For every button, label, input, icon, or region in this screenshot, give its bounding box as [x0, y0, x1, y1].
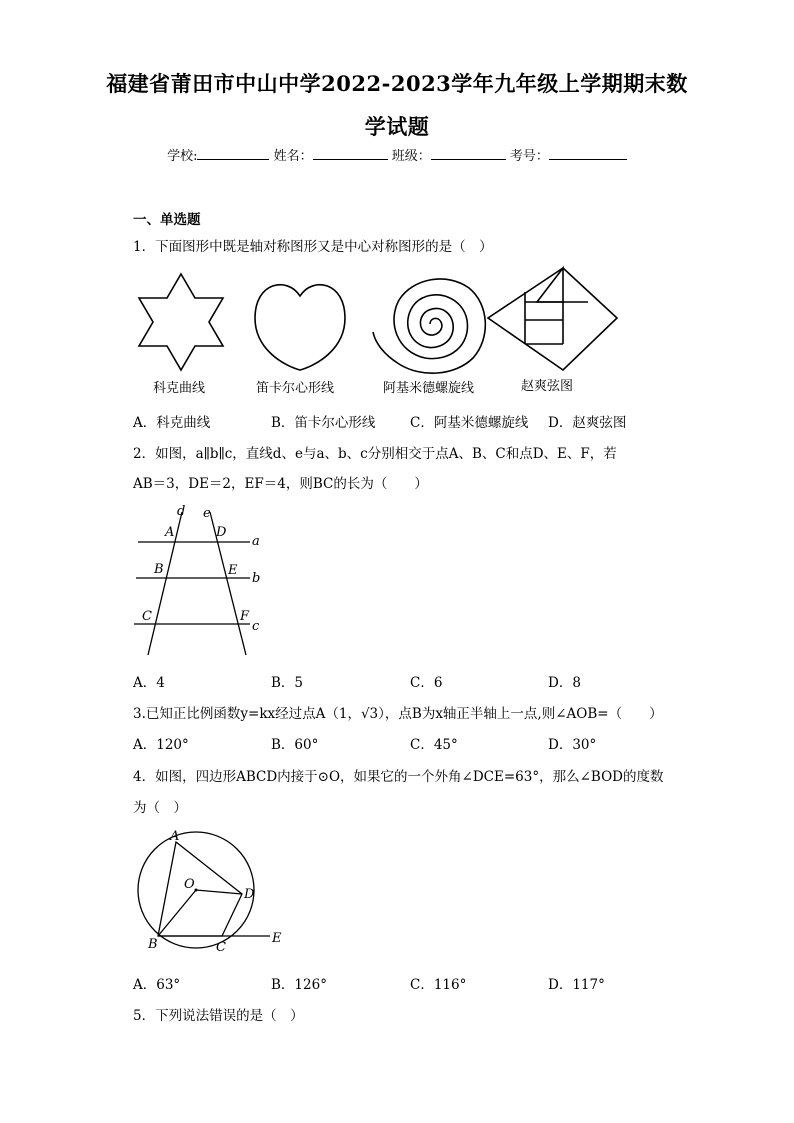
label-E: E	[272, 931, 282, 946]
label-D: D	[216, 525, 227, 540]
label-c: c	[252, 619, 260, 634]
label-b: b	[252, 571, 261, 586]
q1-figures	[125, 258, 645, 403]
q2-option-d[interactable]: D．8	[548, 675, 581, 691]
name-label: 姓名：	[273, 149, 313, 164]
spiral-figure	[373, 279, 485, 373]
label-E: E	[228, 563, 238, 578]
angle-bod	[158, 890, 242, 936]
title-line-1: 福建省莆田市中山中学2022-2023学年九年级上学期期末数	[106, 71, 688, 96]
q3-option-a[interactable]: A．120°	[133, 737, 189, 753]
q2-figure	[130, 500, 275, 660]
class-label: 班级：	[391, 149, 431, 164]
label-B: B	[154, 562, 164, 577]
q1-text: 1．下面图形中既是轴对称图形又是中心对称图形的是（ ）	[133, 239, 493, 255]
q2-option-b[interactable]: B．5	[271, 675, 304, 691]
student-info-row	[0, 145, 794, 164]
koch-curve-figure	[139, 274, 223, 370]
q2-option-c[interactable]: C．6	[410, 675, 443, 691]
label-O: O	[184, 877, 195, 892]
exam-no-blank[interactable]	[549, 145, 627, 160]
caption-cardioid: 笛卡尔心形线	[256, 381, 335, 396]
q3-option-b[interactable]: B．60°	[271, 737, 319, 753]
q1-option-d[interactable]: D．赵爽弦图	[548, 415, 627, 431]
caption-spiral: 阿基米德螺旋线	[383, 381, 475, 396]
q4-option-a[interactable]: A．63°	[133, 977, 181, 993]
caption-koch: 科克曲线	[153, 381, 206, 396]
q3-option-c[interactable]: C．45°	[410, 737, 458, 753]
title-line-2: 学试题	[364, 114, 430, 139]
name-blank[interactable]	[313, 145, 388, 160]
class-blank[interactable]	[431, 145, 506, 160]
q4-option-b[interactable]: B．126°	[271, 977, 327, 993]
q4-option-d[interactable]: D．117°	[548, 977, 605, 993]
label-B: B	[148, 937, 158, 952]
q1-option-a[interactable]: A．科克曲线	[133, 415, 211, 431]
q5-text: 5．下列说法错误的是（ ）	[133, 1008, 304, 1024]
caption-zhao-shuang: 赵爽弦图	[521, 379, 574, 394]
label-A: A	[170, 829, 180, 844]
label-F: F	[240, 609, 250, 624]
label-C: C	[216, 940, 226, 955]
zhao-shuang-figure	[488, 268, 617, 370]
label-D: D	[244, 887, 255, 902]
label-A: A	[165, 525, 175, 540]
q4-option-c[interactable]: C．116°	[410, 977, 467, 993]
cardioid-figure	[255, 285, 345, 370]
q1-option-c[interactable]: C．阿基米德螺旋线	[410, 415, 529, 431]
q3-option-d[interactable]: D．30°	[548, 737, 597, 753]
q1-option-b[interactable]: B．笛卡尔心形线	[271, 415, 376, 431]
q2-line-2: AB＝3，DE＝2，EF＝4，则BC的长为（ ）	[133, 476, 428, 492]
section-title: 一、单选题	[133, 212, 201, 228]
q2-line-1: 2．如图，a∥b∥c，直线d、e与a、b、c分别相交于点A、B、C和点D、E、F，若	[133, 446, 617, 462]
label-d: d	[177, 504, 186, 519]
school-label: 学校:	[167, 149, 198, 164]
label-a: a	[252, 534, 260, 549]
label-C: C	[142, 609, 152, 624]
q4-figure	[130, 826, 290, 956]
q3-text: 3.已知正比例函数y=kx经过点A（1，√3），点B为x轴正半轴上一点,则∠AOB=（ ）	[133, 706, 663, 722]
label-e: e	[203, 506, 211, 521]
q4-line-2: 为（ ）	[133, 800, 187, 816]
school-blank[interactable]	[197, 145, 269, 160]
quadrilateral-abcd	[158, 842, 242, 936]
exam-no-label: 考号：	[509, 149, 549, 164]
q2-option-a[interactable]: A．4	[133, 675, 165, 691]
q4-line-1: 4．如图，四边形ABCD内接于⊙O，如果它的一个外角∠DCE=63°，那么∠BOD的度数	[133, 769, 664, 785]
